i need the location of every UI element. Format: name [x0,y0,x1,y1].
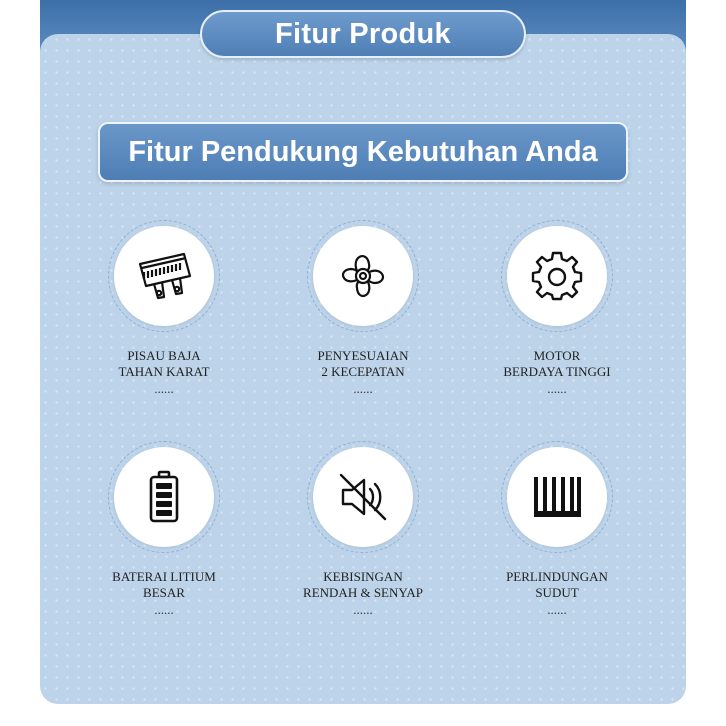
icon-circle [114,226,214,326]
icon-circle [507,226,607,326]
muted-speaker-icon [335,469,391,525]
battery-icon [144,469,184,525]
feature-label: BATERAI LITIUM BESAR [112,569,216,600]
icon-circle [313,447,413,547]
icon-ring [307,220,419,332]
feature-dots: ...... [547,381,567,396]
feature-label: MOTOR BERDAYA TINGGI [503,348,611,379]
gear-icon [530,249,584,303]
icon-ring [307,441,419,553]
feature-dots: ...... [353,602,373,617]
feature-dots: ...... [353,381,373,396]
fan-icon [333,246,393,306]
feature-label: PISAU BAJA TAHAN KARAT [118,348,210,379]
feature-label: PENYESUAIAN 2 KECEPATAN [317,348,409,379]
icon-circle [507,447,607,547]
feature-low-noise [273,441,453,617]
product-features-title: Fitur Produk [200,10,526,58]
icon-ring [108,441,220,553]
feature-two-speed [273,220,453,396]
icon-circle [313,226,413,326]
feature-dots: ...... [547,602,567,617]
feature-dots: ...... [154,381,174,396]
icon-circle [114,447,214,547]
feature-label: PERLINDUNGAN SUDUT [506,569,608,600]
clipper-blade-icon [132,246,196,306]
feature-powerful-motor [467,220,647,396]
feature-stainless-blade [74,220,254,396]
supporting-features-banner: Fitur Pendukung Kebutuhan Anda [98,122,628,182]
feature-corner-protection [467,441,647,617]
feature-dots: ...... [154,602,174,617]
feature-label: KEBISINGAN RENDAH & SENYAP [303,569,423,600]
icon-ring [501,441,613,553]
comb-guard-icon [530,473,584,521]
icon-ring [501,220,613,332]
icon-ring [108,220,220,332]
feature-large-battery [74,441,254,617]
